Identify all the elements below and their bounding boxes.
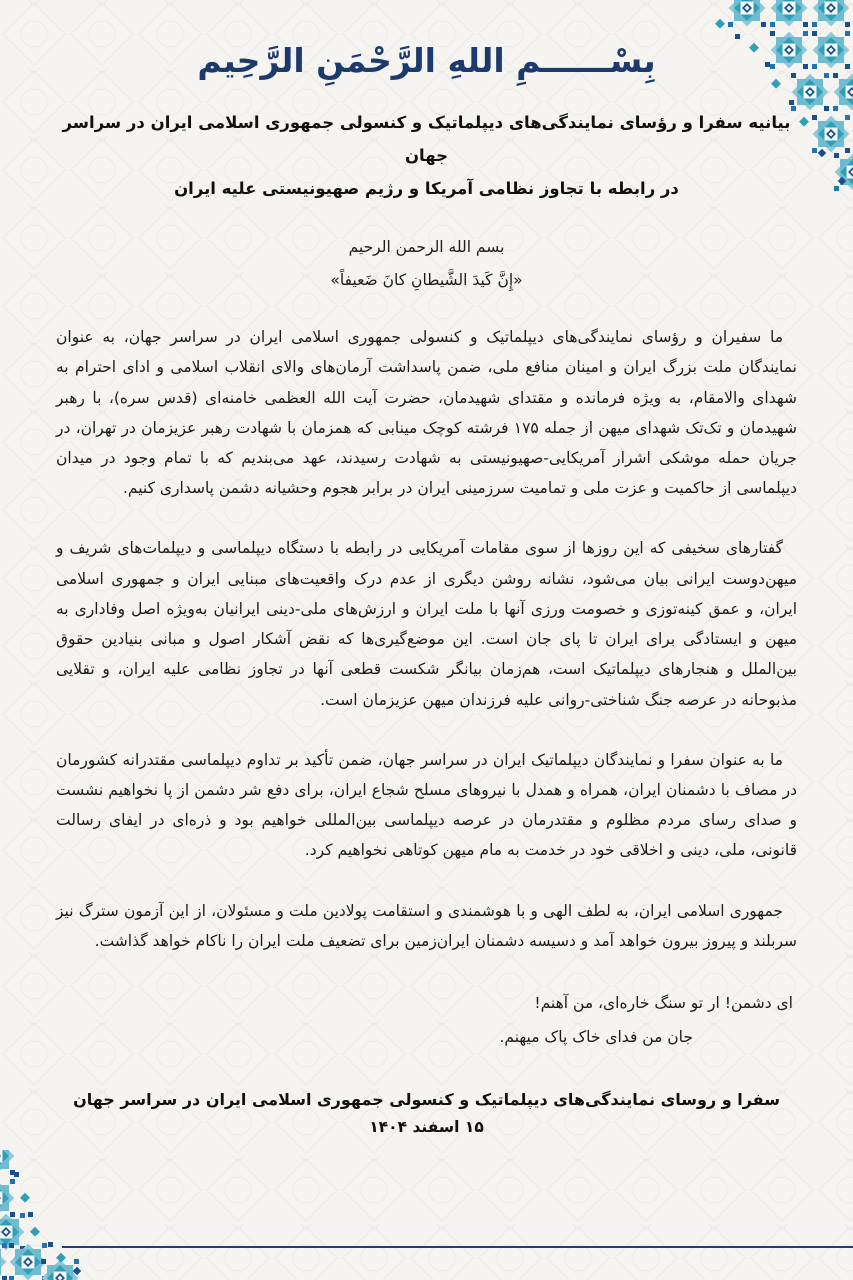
basmala-text: بسم الله الرحمن الرحیم [348,238,505,256]
signature-line: سفرا و روسای نمایندگی‌های دیپلماتیک و کنسولی جمهوری اسلامی ایران در سراسر جهان [73,1090,780,1110]
statement-paragraph-4: جمهوری اسلامی ایران، به لطف الهی و با هوشمندی و استقامت پولادین ملت و مسئولان، از این آزمون سترگ نیز سربلند و پیروز بیرون خواهد آمد و دسیسه دشمنان ایران‌زمین برای تضعیف ملت ایران را ناکام خواهد گذاشت. [56,901,797,950]
statement-title-line1: بیانیه سفرا و رؤسای نمایندگی‌های دیپلماتیک و کنسولی جمهوری اسلامی ایران در سراسر جهان [62,113,791,165]
poem-line-1: ای دشمن! ار تو سنگ خاره‌ای، من آهنم! [534,994,793,1013]
bismillah-calligraphy: بِسْــــــمِ اللهِ الرَّحْمَنِ الرَّحِيم [197,41,656,80]
statement-paragraph-3: ما به عنوان سفرا و نمایندگان دیپلماتیک ایران در سراسر جهان، ضمن تأکید بر تداوم دیپلماسی مقتدرانه کشورمان در مصاف با دشمنان ایران، همراه و همدل با نیروهای مسلح شجاع ایران، برای دفع شر دشمن از پا نخواهیم نشست و صدای رسای مردم مظلوم و مقتدرمان در عرصه دیپلماسی بین‌المللی خواهیم بود و ذره‌ای در ایفای رسالت قانونی، ملی، دینی و اخلاقی خود در خدمت به مام میهن کوتاهی نخواهیم کرد. [56,750,797,860]
corner-ornament-bottom-left-icon [0,1150,125,1280]
statement-paragraph-2: گفتارهای سخیفی که این روزها از سوی مقامات آمریکایی در رابطه با دستگاه دیپلماسی و دیپلمات‌های شریف و میهن‌دوست ایرانی بیان می‌شود، نشانه روشن دیگری از عدم درک واقعیت‌های مبنایی ایران و جمهوری اسلامی ایران، و عمق کینه‌توزی و خصومت ورزی آنها با ملت ایران و ارزش‌های ملی-دینی ایرانیان به‌ویژه اصل وفاداری به میهن و ایستادگی برای ایران تا پای جان است. این موضع‌گیری‌ها که نقض آشکار اصول و مبانی بنیادین حقوق بین‌الملل و هنجارهای دیپلماتیک است، هم‌زمان بیانگر شکست قطعی آنها در تجاوز نظامی علیه ایران، و تقلایی مذبوحانه در عرصه جنگ شناختی-روانی علیه فرزندان میهن عزیزمان است. [56,539,797,709]
basmala-and-verse [56,231,797,296]
statement-paragraph-1: ما سفیران و رؤسای نمایندگی‌های دیپلماتیک و کنسولی جمهوری اسلامی ایران در سراسر جهان، به عنوان نمایندگان ملت بزرگ ایران و امینان منافع ملی، ضمن پاسداشت آرمان‌های والای انقلاب اسلامی و ادای احترام به شهدای والامقام، به ویژه فرمانده و مقتدای شهیدمان، حضرت آیت الله العظمی خامنه‌ای (قدس سره)، با رهبر شهیدمان و تک‌تک شهدای میهن از جمله ۱۷۵ فرشته کوچک مینابی که همزمان با شهادت رهبر عزیزمان در تهران، در جریان حمله موشکی اشرار آمریکایی-صهیونیستی به شهادت رسیدند، عهد می‌بندیم که با تمام وجود در میدان دیپلماسی از حاکمیت و عزت ملی و تمامیت سرزمینی ایران در برابر هجوم وحشیانه دشمن پاسداری کنیم. [56,328,798,498]
footer-divider-line [62,1246,853,1248]
statement-body [56,322,797,956]
date-line: ۱۵ اسفند ۱۴۰۴ [369,1118,484,1137]
poem-line-2: جان من فدای خاک پاک میهنم. [499,1028,693,1047]
page-title [56,106,797,205]
closing-poem [56,986,797,1054]
quran-verse: «إِنَّ کَیدَ الشَّیطانِ کانَ ضَعیفاً» [330,270,523,289]
statement-title-line2: در رابطه با تجاوز نظامی آمریکا و رژیم صهیونیستی علیه ایران [174,179,679,198]
statement-content [0,30,853,1136]
